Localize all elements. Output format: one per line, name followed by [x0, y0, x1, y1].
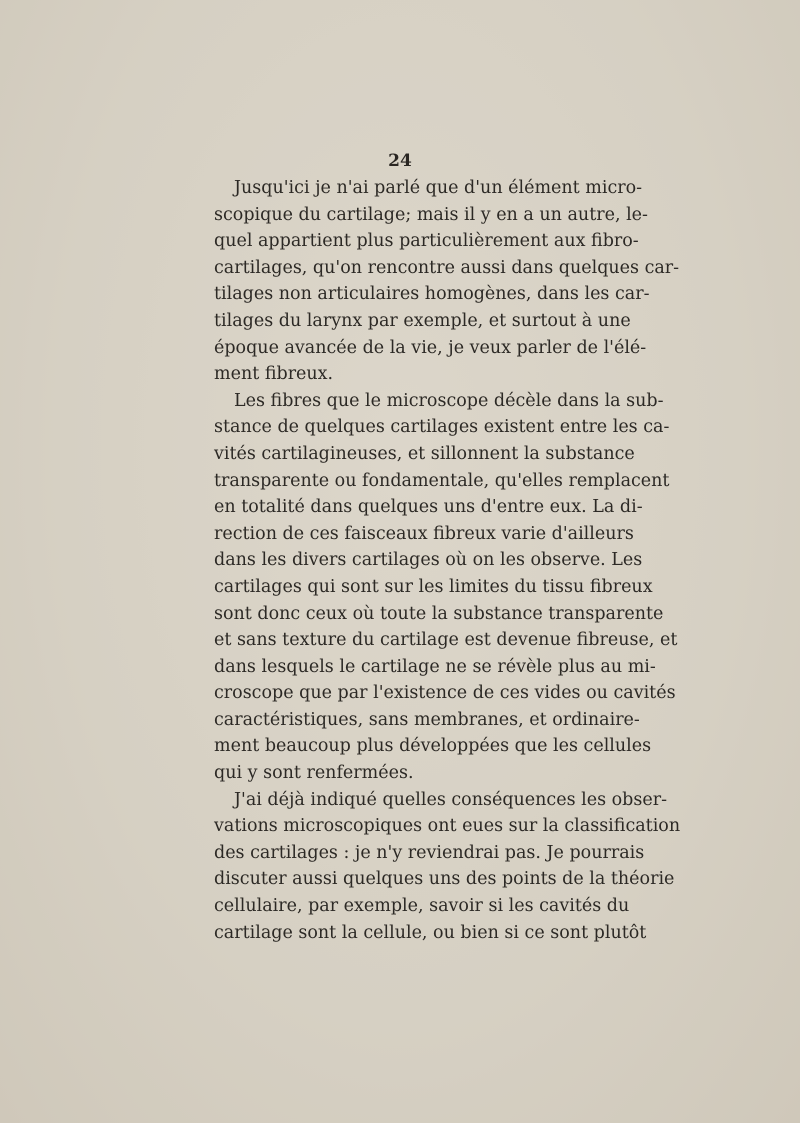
text-line: Jusqu'ici je n'ai parlé que d'un élément micro-: [234, 178, 643, 198]
text-line: cartilages, qu'on rencontre aussi dans quelques car-: [214, 257, 680, 278]
text-line: ment beaucoup plus développées que les cellules: [214, 736, 652, 757]
text-line: rection de ces faisceaux fibreux varie d'ailleurs: [214, 523, 634, 544]
text-line: vations microscopiques ont eues sur la classification: [214, 816, 681, 837]
text-line: quel appartient plus particulièrement aux fibro-: [214, 231, 639, 252]
text-line: transparente ou fondamentale, qu'elles remplacent: [214, 470, 670, 491]
text-line: dans les divers cartilages où on les observe. Les: [214, 550, 643, 571]
text-line: qui y sont renfermées.: [214, 763, 414, 784]
text-line: tilages non articulaires homogènes, dans les car-: [214, 284, 650, 305]
text-line: scopique du cartilage; mais il y en a un autre, le-: [214, 204, 648, 225]
body-text: [214, 175, 681, 946]
text-line: Les fibres que le microscope décèle dans la sub-: [234, 390, 664, 411]
text-line: dans lesquels le cartilage ne se révèle plus au mi-: [214, 656, 656, 677]
text-line: cartilages qui sont sur les limites du tissu fibreux: [214, 576, 653, 597]
text-line: croscope que par l'existence de ces vides ou cavités: [214, 683, 676, 704]
text-line: cartilage sont la cellule, ou bien si ce sont plutôt: [214, 922, 647, 943]
text-line: en totalité dans quelques uns d'entre eux. La di-: [214, 497, 643, 518]
text-line: cellulaire, par exemple, savoir si les cavités du: [214, 896, 630, 917]
text-line: vités cartilagineuses, et sillonnent la substance: [214, 443, 635, 464]
text-line: époque avancée de la vie, je veux parler de l'élé-: [214, 337, 647, 358]
page-number: 24: [388, 151, 412, 171]
text-line: stance de quelques cartilages existent entre les ca-: [214, 417, 670, 438]
text-line: et sans texture du cartilage est devenue fibreuse, et: [214, 630, 678, 651]
text-line: sont donc ceux où toute la substance transparente: [214, 603, 664, 624]
text-line: tilages du larynx par exemple, et surtout à une: [214, 310, 631, 331]
text-line: discuter aussi quelques uns des points de la théorie: [214, 869, 675, 890]
text-line: J'ai déjà indiqué quelles conséquences les obser-: [234, 789, 667, 810]
text-line: caractéristiques, sans membranes, et ordinaire-: [214, 709, 640, 730]
text-line: ment fibreux.: [214, 364, 334, 385]
text-line: des cartilages : je n'y reviendrai pas. Je pourrais: [214, 842, 645, 863]
